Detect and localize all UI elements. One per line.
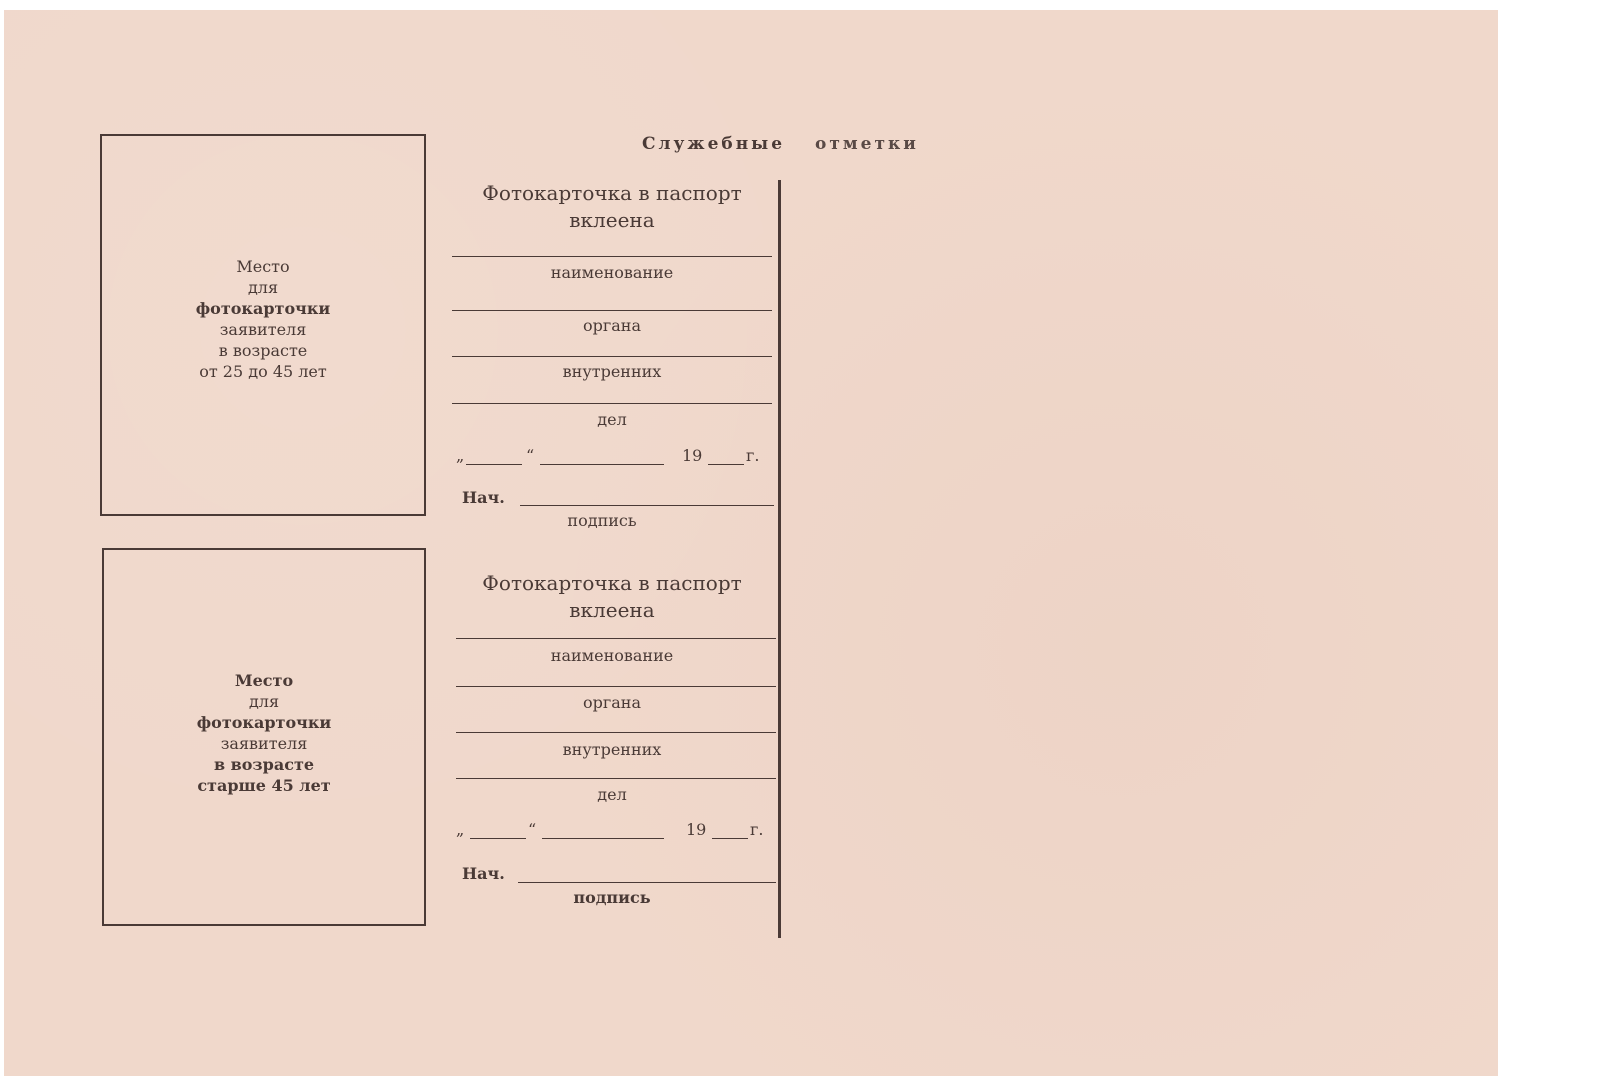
stamp-1-line-1 — [452, 256, 772, 257]
service-marks-heading — [642, 134, 919, 154]
stamp-2-year-suffix: г. — [750, 820, 764, 839]
stamp-2-line-3 — [456, 732, 776, 733]
stamp-2-title — [452, 570, 772, 624]
photo-2-line: в возрасте — [213, 755, 315, 774]
photo-2-line: старше 45 лет — [197, 776, 331, 795]
photo-1-line: для — [247, 278, 279, 297]
stamp-1-day-blank — [466, 464, 522, 465]
photo-2-line: заявителя — [220, 734, 308, 753]
photo-2-line: для — [248, 692, 280, 711]
stamp-2-year-blank — [712, 838, 748, 839]
form-sheet — [4, 10, 1498, 1076]
heading-word-2: отметки — [815, 134, 919, 154]
stamp-2-chief-label: Нач. — [462, 864, 505, 883]
photo-placeholder-1-text — [102, 256, 424, 382]
photo-1-line: от 25 до 45 лет — [199, 362, 327, 381]
stamp-2-line-1 — [456, 638, 776, 639]
stamp-1-caption-3: внутренних — [562, 362, 662, 381]
stamp-1-month-blank — [540, 464, 664, 465]
stamp-1-year-prefix: 19 — [682, 446, 703, 465]
stamp-1-caption-4: дел — [597, 410, 627, 429]
heading-word-1: Служебные — [642, 134, 786, 154]
stamp-2-line-4 — [456, 778, 776, 779]
photo-2-line: фотокарточки — [196, 713, 332, 732]
photo-placeholder-2-text — [104, 670, 424, 796]
stamp-1-date-close-quote: “ — [526, 446, 535, 465]
stamp-1-title-line-1: Фотокарточка в паспорт — [482, 181, 742, 205]
photo-2-line: Место — [234, 671, 294, 690]
stamp-1-caption-2: органа — [583, 316, 641, 335]
stamp-1-title-line-2: вклеена — [569, 208, 655, 232]
stamp-1-chief-label: Нач. — [462, 488, 505, 507]
stamp-1-signature-line — [520, 505, 774, 506]
stamp-1-line-4 — [452, 403, 772, 404]
stamp-2-date-open-quote: „ — [456, 820, 465, 839]
photo-placeholder-1 — [100, 134, 426, 516]
photo-1-line: фотокарточки — [195, 299, 331, 318]
stamp-2-year-prefix: 19 — [686, 820, 707, 839]
stamp-1-caption-1: наименование — [550, 263, 674, 282]
stamp-1-date-open-quote: „ — [456, 446, 465, 465]
stamp-2-caption-3: внутренних — [562, 740, 662, 759]
stamp-2-title-line-2: вклеена — [569, 598, 655, 622]
photo-1-line: заявителя — [219, 320, 307, 339]
stamp-2-date-close-quote: “ — [528, 820, 537, 839]
stamp-2-line-2 — [456, 686, 776, 687]
stamp-1-year-suffix: г. — [746, 446, 760, 465]
vertical-divider — [778, 180, 781, 938]
photo-1-line: в возрасте — [218, 341, 308, 360]
stamp-2-signature-caption: подпись — [573, 888, 651, 907]
stamp-1-signature-caption: подпись — [567, 511, 637, 530]
stamp-2-caption-4: дел — [597, 785, 627, 804]
stamp-2-title-line-1: Фотокарточка в паспорт — [482, 571, 742, 595]
stamp-2-caption-1: наименование — [550, 646, 674, 665]
stamp-2-day-blank — [470, 838, 526, 839]
photo-placeholder-2 — [102, 548, 426, 926]
stamp-2-signature-line — [518, 882, 776, 883]
stamp-1-line-3 — [452, 356, 772, 357]
stamp-1-line-2 — [452, 310, 772, 311]
stamp-1-year-blank — [708, 464, 744, 465]
stamp-2-month-blank — [542, 838, 664, 839]
photo-1-line: Место — [236, 257, 290, 276]
stamp-1-title — [452, 180, 772, 234]
stamp-2-caption-2: органа — [583, 693, 641, 712]
